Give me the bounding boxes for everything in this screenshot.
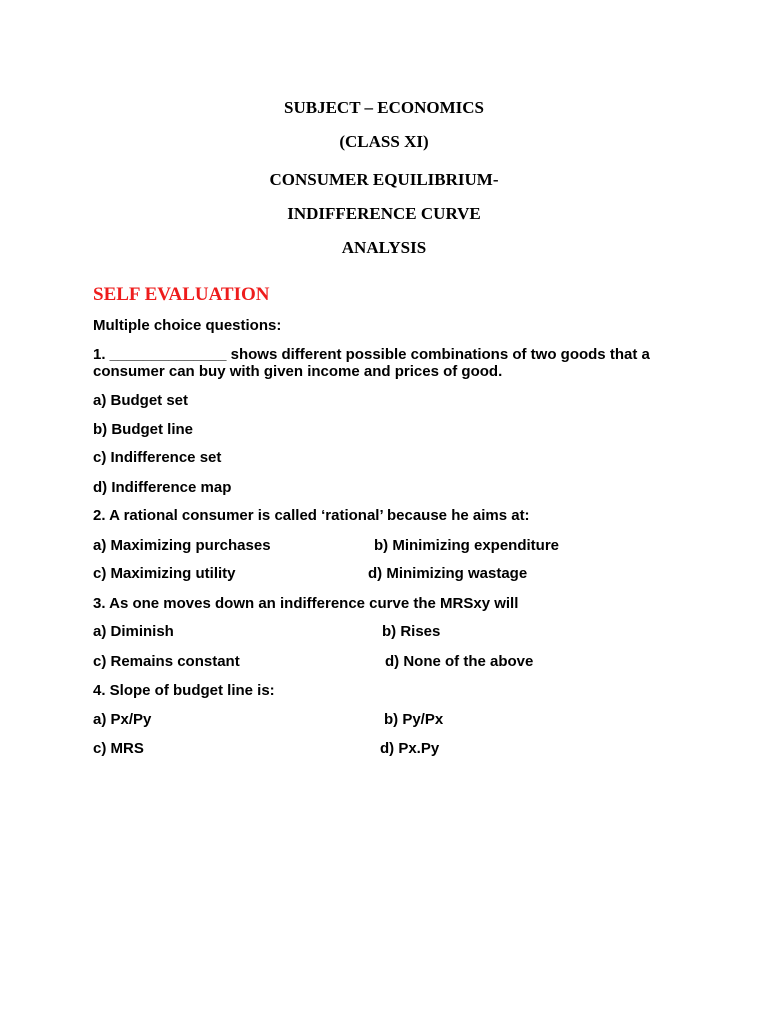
question-3-option-a: a) Diminish xyxy=(93,623,174,640)
question-2-option-b: b) Minimizing expenditure xyxy=(374,537,560,554)
question-4-option-a: a) Px/Py xyxy=(93,711,152,728)
question-1-text-line-2: consumer can buy with given income and prices of good. xyxy=(93,363,503,380)
mcq-intro: Multiple choice questions: xyxy=(93,317,282,334)
topic-heading-line-3: ANALYSIS xyxy=(341,238,427,257)
subject-heading: SUBJECT – ECONOMICS xyxy=(284,98,484,117)
question-1-text-line-1: 1. ______________ shows different possible combinations of two goods that a xyxy=(93,346,650,363)
question-3-option-d: d) None of the above xyxy=(385,653,534,670)
question-1-option-b: b) Budget line xyxy=(93,421,193,438)
question-2-option-a: a) Maximizing purchases xyxy=(93,537,271,554)
question-1-option-c: c) Indifference set xyxy=(93,449,222,466)
question-4-option-d: d) Px.Py xyxy=(380,740,440,757)
question-3-option-c: c) Remains constant xyxy=(93,653,240,670)
question-4-option-c: c) MRS xyxy=(93,740,144,757)
question-2-option-d: d) Minimizing wastage xyxy=(368,565,528,582)
question-3-option-b: b) Rises xyxy=(382,623,441,640)
question-3-text: 3. As one moves down an indifference curve the MRSxy will xyxy=(93,595,519,612)
question-2-option-c: c) Maximizing utility xyxy=(93,565,236,582)
topic-heading-line-2: INDIFFERENCE CURVE xyxy=(287,204,481,223)
question-1-option-a: a) Budget set xyxy=(93,392,189,409)
self-evaluation-title: SELF EVALUATION xyxy=(93,284,270,305)
question-4-option-b: b) Py/Px xyxy=(384,711,444,728)
class-heading: (CLASS XI) xyxy=(339,132,429,151)
topic-heading-line-1: CONSUMER EQUILIBRIUM- xyxy=(269,170,499,189)
question-4-text: 4. Slope of budget line is: xyxy=(93,682,275,699)
question-1-option-d: d) Indifference map xyxy=(93,479,232,496)
question-2-text: 2. A rational consumer is called ‘rational’ because he aims at: xyxy=(93,507,530,524)
